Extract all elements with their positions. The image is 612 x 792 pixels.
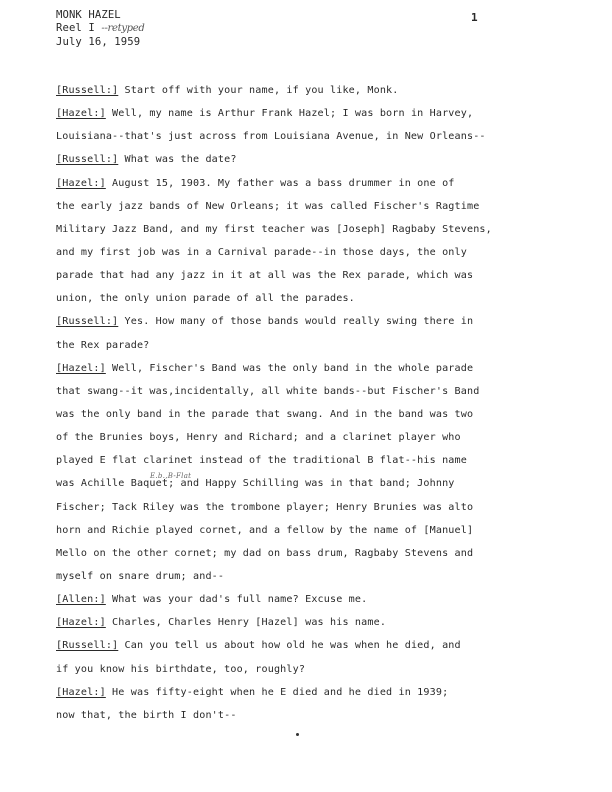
utterance-text: union, the only union parade of all the parades.	[56, 293, 355, 305]
utterance-text: was the only band in the parade that swang. And in the band was two	[56, 408, 474, 420]
transcript-line	[56, 542, 586, 565]
utterance-text: the Rex parade?	[56, 339, 150, 351]
utterance-text: Charles, Charles Henry [Hazel] was his name.	[105, 617, 387, 629]
transcript-line	[56, 287, 586, 310]
speaker-label: [Hazel:]	[56, 617, 106, 629]
transcript-line	[56, 403, 586, 426]
transcript-line	[56, 565, 586, 588]
transcript-line	[56, 426, 586, 449]
page-number: 1	[471, 11, 478, 24]
utterance-text: What was your dad's full name? Excuse me.	[105, 594, 368, 606]
speaker-label: [Russell:]	[56, 640, 119, 652]
speaker-label: [Hazel:]	[56, 108, 106, 120]
transcript-line	[56, 380, 586, 403]
transcript-line	[56, 449, 586, 472]
transcript-line	[56, 310, 586, 333]
handwritten-margin-note: E.b.,B-Flat	[150, 472, 192, 480]
transcript-line	[56, 172, 586, 195]
utterance-text: August 15, 1903. My father was a bass drummer in one of	[105, 177, 455, 189]
speaker-label: [Hazel:]	[56, 686, 106, 698]
transcript-body	[56, 79, 586, 727]
reel-label: Reel I	[56, 21, 95, 34]
speaker-label: [Hazel:]	[56, 177, 106, 189]
utterance-text: Military Jazz Band, and my first teacher was [Joseph] Ragbaby Stevens,	[56, 223, 492, 235]
utterance-text: Well, my name is Arthur Frank Hazel; I was born in Harvey,	[105, 108, 474, 120]
transcript-line	[56, 148, 586, 171]
transcript-line	[56, 704, 586, 727]
transcript-line	[56, 634, 586, 657]
transcript-line	[56, 496, 586, 519]
speaker-label: [Hazel:]	[56, 362, 106, 374]
utterance-text: that swang--it was,incidentally, all white bands--but Fischer's Band	[56, 385, 480, 397]
transcript-line	[56, 611, 586, 634]
transcript-line	[56, 79, 586, 102]
utterance-text: if you know his birthdate, too, roughly?	[56, 663, 306, 675]
utterance-text: was Achille Baquet; and Happy Schilling was in that band; Johnny	[56, 478, 455, 490]
stray-mark	[296, 733, 299, 736]
utterance-text: horn and Richie played cornet, and a fellow by the name of [Manuel]	[56, 524, 474, 536]
utterance-text: parade that had any jazz in it at all was the Rex parade, which was	[56, 270, 474, 282]
transcript-line	[56, 357, 586, 380]
utterance-text: myself on snare drum; and--	[56, 570, 225, 582]
utterance-text: the early jazz bands of New Orleans; it was called Fischer's Ragtime	[56, 200, 480, 212]
transcript-line	[56, 264, 586, 287]
interview-date: July 16, 1959	[56, 35, 141, 48]
transcript-line	[56, 195, 586, 218]
speaker-label: [Allen:]	[56, 594, 106, 606]
handwritten-retyped-note: --retyped	[101, 22, 145, 34]
utterance-text: played E flat clarinet instead of the traditional B flat--his name	[56, 455, 467, 467]
utterance-text: of the Brunies boys, Henry and Richard; and a clarinet player who	[56, 432, 461, 444]
utterance-text: Yes. How many of those bands would really swing there in	[118, 316, 474, 328]
utterance-text: now that, the birth I don't--	[56, 709, 237, 721]
utterance-text: Can you tell us about how old he was when he died, and	[118, 640, 461, 652]
transcript-line	[56, 472, 586, 495]
utterance-text: and my first job was in a Carnival parade--in those days, the only	[56, 246, 467, 258]
speaker-label: [Russell:]	[56, 85, 119, 96]
transcript-line	[56, 658, 586, 681]
utterance-text: Mello on the other cornet; my dad on bass drum, Ragbaby Stevens and	[56, 547, 474, 559]
transcript-line	[56, 125, 586, 148]
reel-line	[56, 22, 145, 36]
speaker-label: [Russell:]	[56, 316, 119, 328]
transcript-line	[56, 519, 586, 542]
transcript-line	[56, 241, 586, 264]
speaker-label: [Russell:]	[56, 154, 119, 166]
utterance-text: Louisiana--that's just across from Louisiana Avenue, in New Orleans--	[56, 131, 486, 143]
document-header	[56, 9, 145, 48]
utterance-text: Well, Fischer's Band was the only band in the whole parade	[105, 362, 474, 374]
utterance-text: Fischer; Tack Riley was the trombone player; Henry Brunies was alto	[56, 501, 474, 513]
interviewee-name: MONK HAZEL	[56, 9, 121, 21]
transcript-line	[56, 681, 586, 704]
utterance-text: Start off with your name, if you like, Monk.	[118, 85, 399, 96]
transcript-line	[56, 218, 586, 241]
utterance-text: He was fifty-eight when he E died and he died in 1939;	[105, 686, 449, 698]
transcript-line	[56, 102, 586, 125]
utterance-text: What was the date?	[118, 154, 237, 166]
transcript-line	[56, 334, 586, 357]
transcript-line	[56, 588, 586, 611]
